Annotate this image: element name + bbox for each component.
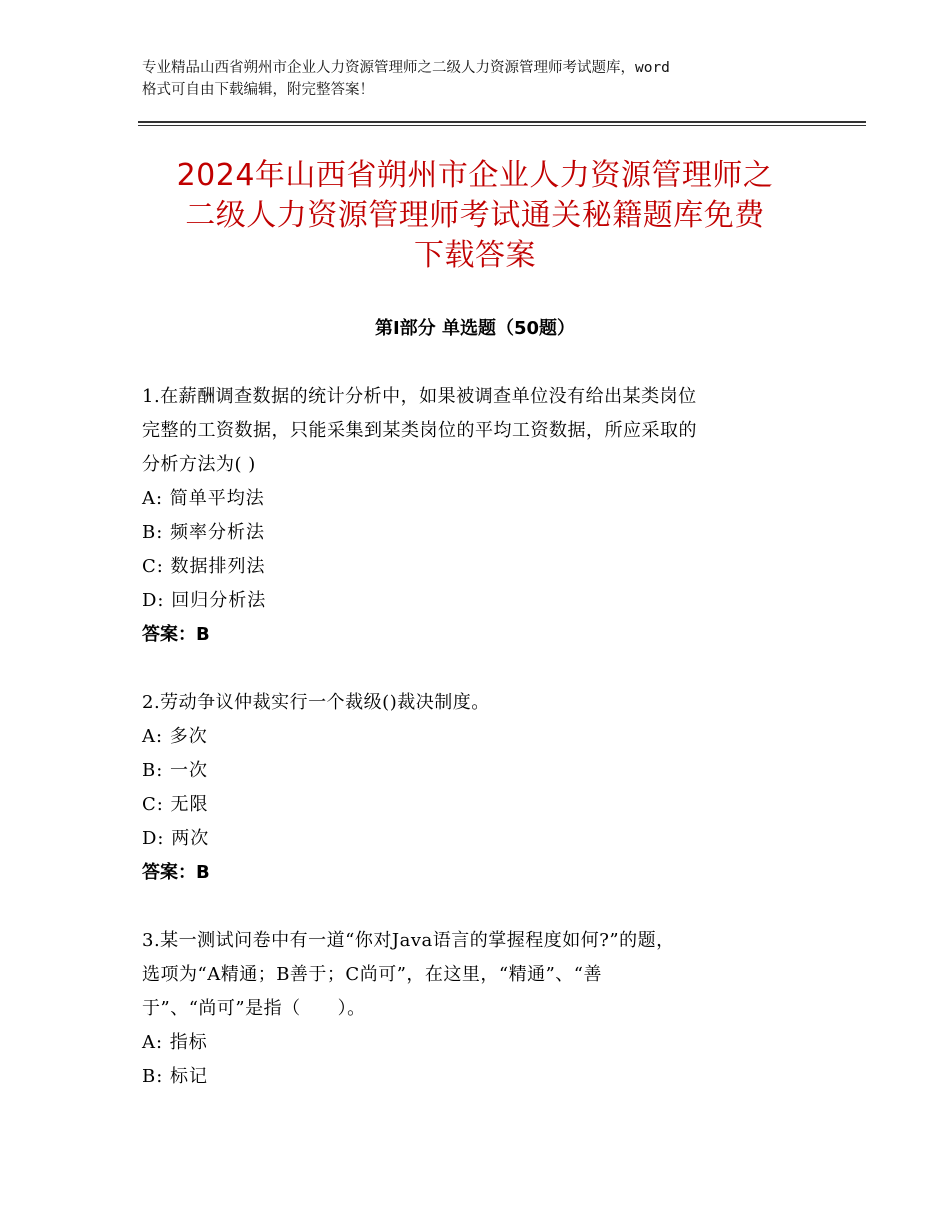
question-list [142,380,822,1094]
option-a: A: 指标 [142,1032,208,1053]
question-1 [142,380,822,652]
option-c: C: 无限 [142,794,209,815]
header-divider-thin [138,125,866,126]
answer: 答案：B [142,862,210,883]
question-stem-line: 分析方法为( ) [142,454,256,475]
option-d: D: 两次 [142,828,210,849]
question-stem [142,686,822,720]
header-note-line-2: 格式可自由下载编辑，附完整答案！ [142,82,374,98]
option-b: B: 频率分析法 [142,522,266,543]
header-note-line-1: 专业精品山西省朔州市企业人力资源管理师之二级人力资源管理师考试题库，word [142,60,670,76]
document-title [100,156,850,276]
section-title: 第Ⅰ部分 单选题（50题） [374,318,575,339]
option-b: B: 一次 [142,760,209,781]
question-stem-line: 于”、“尚可”是指（ ）。 [142,998,366,1019]
option-a: A: 简单平均法 [142,488,265,509]
option-c: C: 数据排列法 [142,556,266,577]
question-3 [142,924,822,1094]
document-title-line-3: 下载答案 [414,238,536,273]
answer: 答案：B [142,624,210,645]
option-a: A: 多次 [142,726,208,747]
question-stem-line: 2.劳动争议仲裁实行一个裁级()裁决制度。 [142,692,490,713]
document-title-line-2: 二级人力资源管理师考试通关秘籍题库免费 [185,198,765,233]
question-stem-line: 3.某一测试问卷中有一道“你对Java语言的掌握程度如何?”的题， [142,930,675,951]
question-stem [142,924,822,1026]
question-stem-line: 完整的工资数据，只能采集到某类岗位的平均工资数据，所应采取的 [142,420,697,441]
question-stem-line: 1.在薪酬调查数据的统计分析中，如果被调查单位没有给出某类岗位 [142,386,697,407]
header-note [142,57,832,101]
question-spacer [142,890,822,924]
option-b: B: 标记 [142,1066,209,1087]
header-divider-thick [138,121,866,123]
question-2 [142,686,822,890]
document-title-line-1: 2024年山西省朔州市企业人力资源管理师之 [176,158,774,193]
question-stem [142,380,822,482]
question-stem-line: 选项为“A精通；B善于；C尚可”，在这里，“精通”、“善 [142,964,603,985]
option-d: D: 回归分析法 [142,590,267,611]
question-spacer [142,652,822,686]
